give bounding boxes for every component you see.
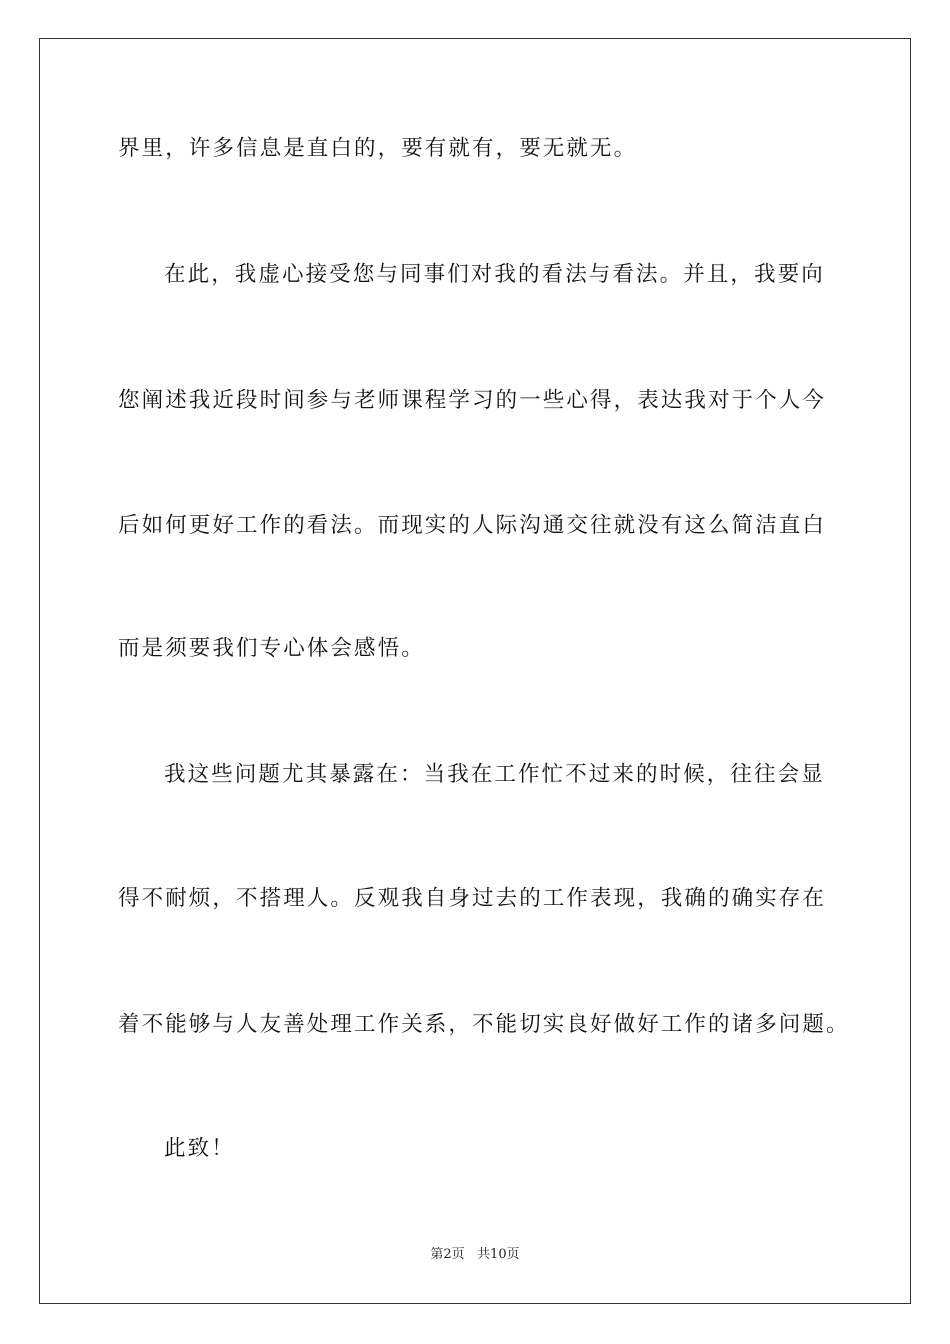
paragraph-line-1: 界里，许多信息是直白的，要有就有，要无就无。 (118, 136, 638, 161)
paragraph-line-2: 在此，我虚心接受您与同事们对我的看法与看法。并且，我要向 (164, 262, 825, 287)
page-border (39, 38, 911, 1304)
paragraph-line-4: 后如何更好工作的看法。而现实的人际沟通交往就没有这么简洁直白 (118, 513, 827, 538)
paragraph-line-7: 得不耐烦，不搭理人。反观我自身过去的工作表现，我确的确实存在 (118, 886, 827, 911)
paragraph-line-8: 着不能够与人友善处理工作关系，不能切实良好做好工作的诸多问题。 (118, 1012, 850, 1037)
paragraph-line-5: 而是须要我们专心体会感悟。 (118, 636, 425, 661)
page-number-footer: 第2页 共10页 (430, 1247, 520, 1262)
paragraph-line-3: 您阐述我近段时间参与老师课程学习的一些心得，表达我对于个人今 (118, 388, 827, 413)
closing-salutation: 此致！ (164, 1136, 235, 1161)
paragraph-line-6: 我这些问题尤其暴露在：当我在工作忙不过来的时候，往往会显 (164, 762, 825, 787)
